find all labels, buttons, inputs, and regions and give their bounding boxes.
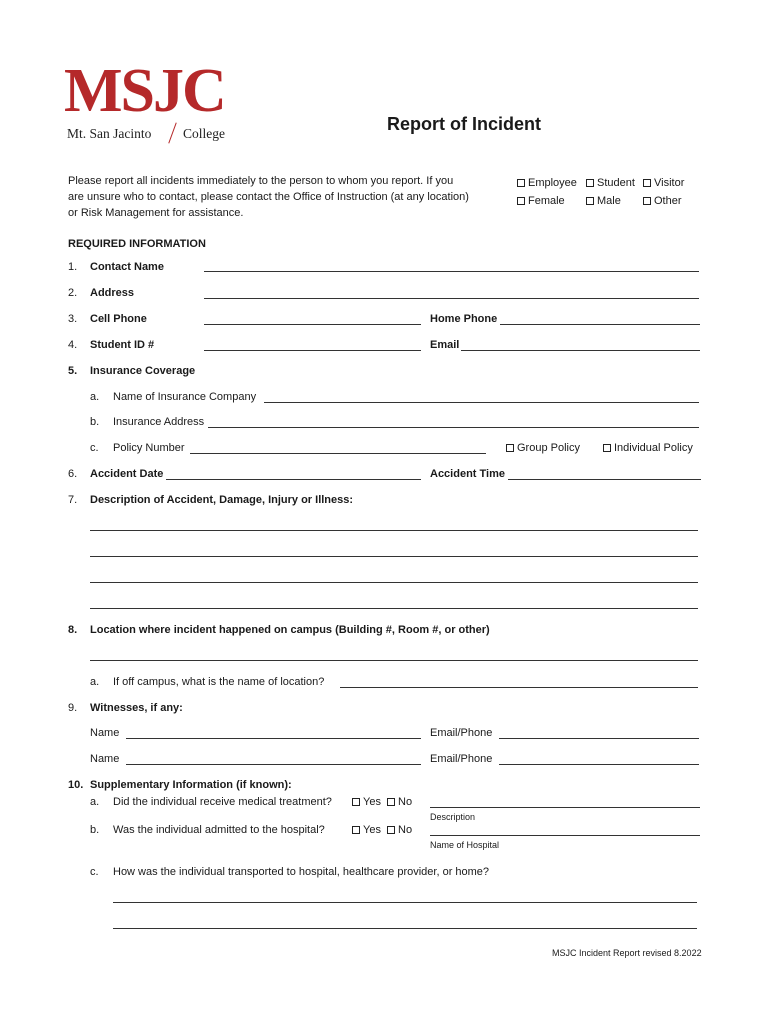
location-label: Location where incident happened on campus (Building #, Room #, or other) — [90, 624, 490, 636]
transported-line-1[interactable] — [113, 902, 697, 903]
witness-name-field[interactable] — [126, 764, 421, 765]
witness-email-phone-field[interactable] — [499, 764, 699, 765]
insurance-company-field[interactable] — [264, 402, 699, 403]
description-line-2[interactable] — [90, 556, 698, 557]
checkbox-employee-label: Employee — [528, 177, 577, 189]
checkbox-female-label: Female — [528, 195, 565, 207]
address-field[interactable] — [204, 298, 699, 299]
location-field[interactable] — [90, 660, 698, 661]
student-id-field[interactable] — [204, 350, 421, 351]
contact-name-field[interactable] — [204, 271, 699, 272]
checkbox-student-label: Student — [597, 177, 635, 189]
logo-sub-right: College — [183, 126, 225, 141]
checkbox-icon — [352, 826, 360, 834]
no-label: No — [398, 824, 413, 836]
checkbox-employee[interactable] — [517, 177, 577, 189]
address-label: Address — [90, 287, 135, 299]
item-number: 3. — [68, 313, 78, 325]
description-caption: Description — [430, 812, 476, 822]
sub-item-letter: a. — [90, 796, 100, 808]
email-field[interactable] — [461, 350, 700, 351]
checkbox-icon — [643, 197, 651, 205]
witness-name-label: Name — [90, 753, 120, 765]
checkbox-icon — [387, 798, 395, 806]
checkbox-admitted-no[interactable] — [387, 824, 412, 836]
checkbox-male[interactable] — [586, 195, 621, 207]
sub-item-letter: c. — [90, 442, 99, 454]
checkbox-icon — [352, 798, 360, 806]
accident-time-label: Accident Time — [430, 468, 505, 480]
checkbox-medical-yes[interactable] — [352, 796, 381, 808]
checkbox-other-label: Other — [654, 195, 682, 207]
accident-time-field[interactable] — [508, 479, 701, 480]
insurance-address-label: Insurance Address — [113, 416, 205, 428]
transported-label: How was the individual transported to hospital, healthcare provider, or home? — [113, 866, 490, 878]
item-number: 4. — [68, 339, 78, 351]
description-line-1[interactable] — [90, 530, 698, 531]
sub-item-letter: c. — [90, 866, 99, 878]
checkbox-icon — [517, 179, 525, 187]
sub-item-letter: b. — [90, 416, 100, 428]
witness-email-phone-field[interactable] — [499, 738, 699, 739]
admitted-hospital-label: Was the individual admitted to the hospital? — [113, 824, 325, 836]
checkbox-other[interactable] — [643, 195, 682, 207]
checkbox-icon — [586, 179, 594, 187]
sub-item-letter: a. — [90, 391, 100, 403]
intro-line-3: or Risk Management for assistance. — [68, 207, 244, 219]
sub-item-letter: a. — [90, 676, 100, 688]
checkbox-icon — [517, 197, 525, 205]
witness-name-label: Name — [90, 727, 120, 739]
hospital-caption: Name of Hospital — [430, 840, 500, 850]
contact-name-label: Contact Name — [90, 261, 164, 273]
item-number: 8. — [68, 624, 78, 636]
off-campus-label: If off campus, what is the name of location? — [113, 676, 325, 688]
checkbox-visitor-label: Visitor — [654, 177, 685, 189]
accident-date-field[interactable] — [166, 479, 421, 480]
yes-label: Yes — [363, 824, 381, 836]
off-campus-field[interactable] — [340, 687, 698, 688]
insurance-coverage-label: Insurance Coverage — [90, 365, 196, 377]
cell-phone-field[interactable] — [204, 324, 421, 325]
policy-number-label: Policy Number — [113, 442, 185, 454]
hospital-name-field[interactable] — [430, 835, 700, 836]
individual-policy-label: Individual Policy — [614, 442, 693, 454]
home-phone-label: Home Phone — [430, 313, 498, 325]
description-line-4[interactable] — [90, 608, 698, 609]
checkbox-female[interactable] — [517, 195, 565, 207]
item-number: 10. — [68, 779, 84, 791]
cell-phone-label: Cell Phone — [90, 313, 147, 325]
checkbox-icon — [506, 444, 514, 452]
item-number: 7. — [68, 494, 78, 506]
footer-revision: MSJC Incident Report revised 8.2022 — [552, 948, 702, 958]
page-title: Report of Incident — [387, 114, 541, 134]
witnesses-label: Witnesses, if any: — [90, 702, 183, 714]
description-line-3[interactable] — [90, 582, 698, 583]
item-number: 6. — [68, 468, 78, 480]
checkbox-icon — [387, 826, 395, 834]
email-label: Email — [430, 339, 460, 351]
checkbox-icon — [603, 444, 611, 452]
insurance-company-label: Name of Insurance Company — [113, 391, 257, 403]
logo-sub-left: Mt. San Jacinto — [67, 126, 152, 141]
checkbox-medical-no[interactable] — [387, 796, 412, 808]
item-number: 2. — [68, 287, 78, 299]
checkbox-icon — [586, 197, 594, 205]
accident-date-label: Accident Date — [90, 468, 164, 480]
item-number: 9. — [68, 702, 78, 714]
checkbox-group-policy[interactable] — [506, 442, 580, 454]
intro-line-2: are unsure who to contact, please contact the Office of Instruction (at any location) — [68, 191, 469, 203]
description-label: Description of Accident, Damage, Injury or Illness: — [90, 494, 354, 506]
home-phone-field[interactable] — [500, 324, 700, 325]
yes-label: Yes — [363, 796, 381, 808]
checkbox-admitted-yes[interactable] — [352, 824, 381, 836]
medical-treatment-label: Did the individual receive medical treatment? — [113, 796, 332, 808]
policy-number-field[interactable] — [190, 453, 486, 454]
supplementary-label: Supplementary Information (if known): — [90, 779, 292, 791]
witness-email-phone-label: Email/Phone — [430, 753, 493, 765]
checkbox-icon — [643, 179, 651, 187]
checkbox-male-label: Male — [597, 195, 621, 207]
item-number: 1. — [68, 261, 78, 273]
logo-main: MSJC — [64, 57, 225, 125]
intro-line-1: Please report all incidents immediately to the person to whom you report. If you — [68, 175, 454, 187]
item-number: 5. — [68, 365, 78, 377]
sub-item-letter: b. — [90, 824, 100, 836]
witness-email-phone-label: Email/Phone — [430, 727, 493, 739]
student-id-label: Student ID # — [90, 339, 155, 351]
required-header: REQUIRED INFORMATION — [68, 238, 206, 250]
transported-line-2[interactable] — [113, 928, 697, 929]
checkbox-student[interactable] — [586, 177, 635, 189]
checkbox-individual-policy[interactable] — [603, 442, 693, 454]
witness-name-field[interactable] — [126, 738, 421, 739]
group-policy-label: Group Policy — [517, 442, 580, 454]
treatment-description-field[interactable] — [430, 807, 700, 808]
no-label: No — [398, 796, 413, 808]
insurance-address-field[interactable] — [208, 427, 699, 428]
checkbox-visitor[interactable] — [643, 177, 684, 189]
